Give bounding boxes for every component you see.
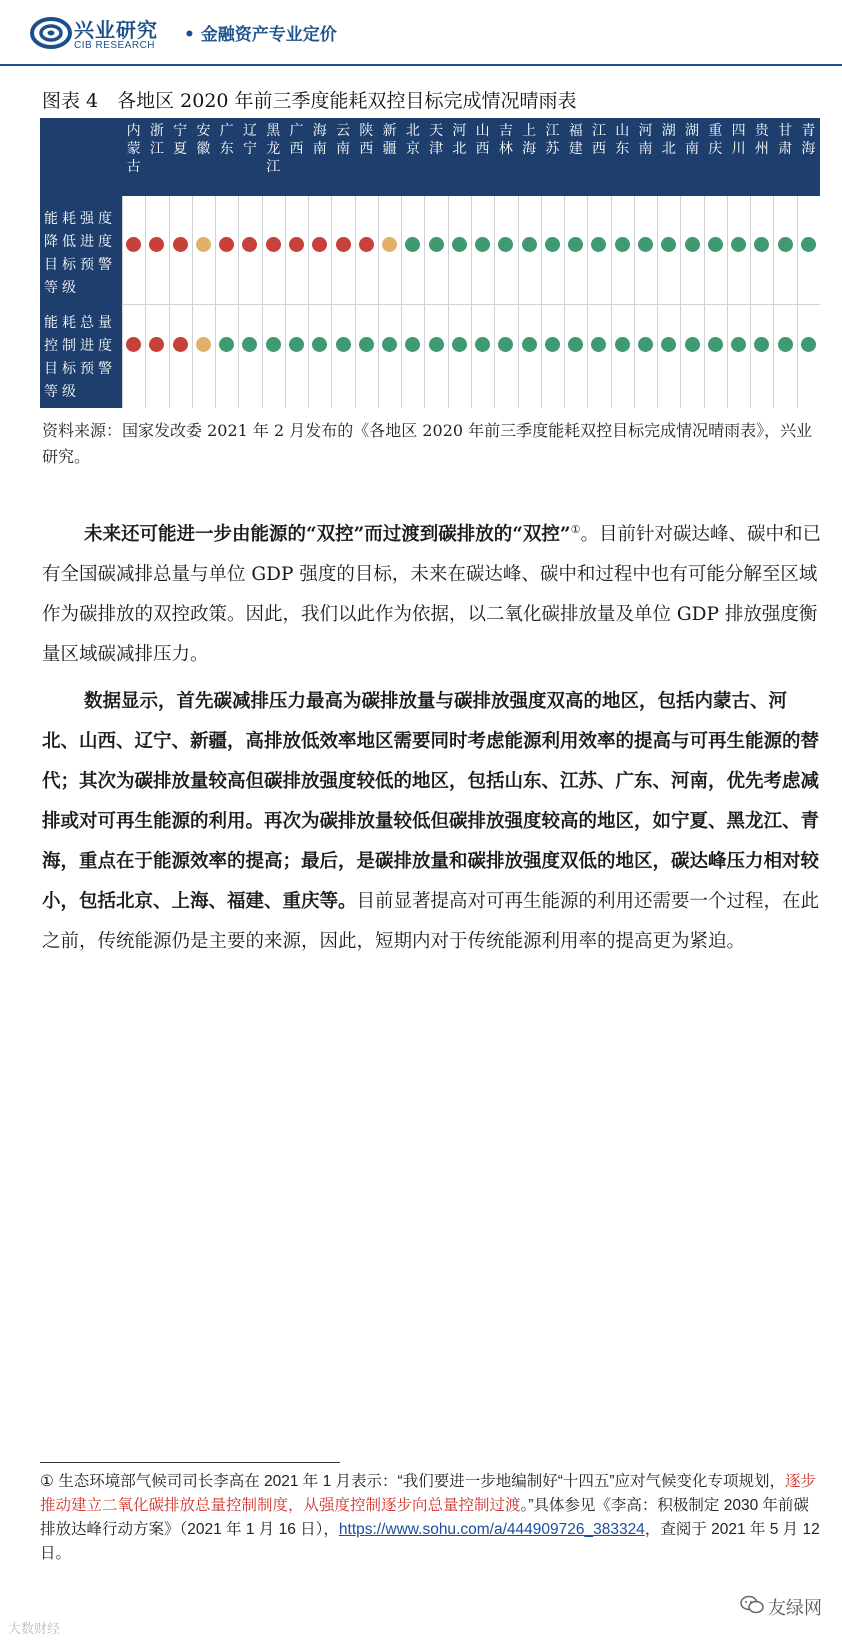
status-dot-green [405,337,420,352]
region-header: 辽宁 [242,123,257,157]
footnote-ref: ① [570,523,581,536]
status-dot-red [242,237,257,252]
column-divider [448,196,449,408]
status-dot-green [568,337,583,352]
status-dot-green [685,237,700,252]
footnote-text-c: ，查阅于 2021 年 5 月 12 日。 [40,1521,820,1562]
status-dot-green [498,237,513,252]
logo-english-name: CIB RESEARCH [74,40,156,51]
column-divider [192,196,193,408]
status-dot-green [638,237,653,252]
status-dot-green [661,237,676,252]
footnote-mark: ① [40,1473,54,1490]
column-divider [308,196,309,408]
status-table [40,118,820,408]
region-header: 内蒙古 [126,123,141,175]
region-header: 陕西 [359,123,374,157]
footnote-highlight: 逐步推动建立二氧化碳排放总量控制制度，从强度控制逐步向总量控制过渡 [40,1473,817,1514]
logo-chinese-name: 兴业研究 [74,18,158,42]
status-dot-red [359,237,374,252]
status-dot-green [801,337,816,352]
status-dot-green [708,237,723,252]
region-header: 青海 [801,123,816,157]
status-dot-green [801,237,816,252]
column-divider [238,196,239,408]
column-divider [215,196,216,408]
footnote-divider [40,1462,340,1463]
region-header: 天津 [429,123,444,157]
watermark [768,1594,822,1620]
region-header: 江西 [591,123,606,157]
status-dot-green [429,337,444,352]
region-header: 黑龙江 [266,123,281,175]
status-dot-green [359,337,374,352]
column-divider [587,196,588,408]
column-divider [611,196,612,408]
region-header: 山东 [615,123,630,157]
status-dot-red [173,237,188,252]
region-header: 广东 [219,123,234,157]
status-dot-yellow [196,237,211,252]
column-divider [750,196,751,408]
footnote-text-a: 生态环境部气候司司长李高在 2021 年 1 月表示：“我们要进一步地编制好“十四五”应对气候变化专项规划， [53,1473,786,1490]
status-dot-green [638,337,653,352]
region-header: 海南 [312,123,327,157]
row-label-intensity: 能耗强度降低进度目标预警等级 [44,211,116,296]
status-dot-green [615,237,630,252]
column-divider [704,196,705,408]
figure-source: 资料来源：国家发改委 2021 年 2 月发布的《各地区 2020 年前三季度能耗双控目标完成情况晴雨表》，兴业研究。 [42,421,813,466]
region-header: 宁夏 [173,123,188,157]
status-dot-green [498,337,513,352]
page-header [0,0,842,66]
region-header: 云南 [336,123,351,157]
status-dot-red [336,237,351,252]
column-divider [564,196,565,408]
paragraph-1 [42,510,822,675]
column-divider [285,196,286,408]
column-divider [773,196,774,408]
status-dot-green [475,237,490,252]
status-dot-green [568,237,583,252]
status-dot-green [475,337,490,352]
region-header: 广西 [289,123,304,157]
status-dot-green [591,337,606,352]
status-dot-red [126,237,141,252]
status-dot-red [219,237,234,252]
cib-logo [30,12,180,56]
column-divider [518,196,519,408]
status-dot-green [452,237,467,252]
region-header: 浙江 [149,123,164,157]
region-header: 上海 [522,123,537,157]
header-divider [0,64,842,66]
status-dot-red [289,237,304,252]
region-header: 北京 [405,123,420,157]
status-dot-green [708,337,723,352]
paragraph-1-lead: 未来还可能进一步由能源的“双控”而过渡到碳排放的“双控” [84,524,571,546]
region-header: 湖北 [661,123,676,157]
status-dot-green [522,237,537,252]
status-dot-green [405,237,420,252]
status-dot-green [522,337,537,352]
region-header: 江苏 [545,123,560,157]
status-dot-yellow [382,237,397,252]
region-header: 吉林 [498,123,513,157]
status-dot-green [778,337,793,352]
paragraph-2 [42,682,822,962]
region-header: 甘肃 [778,123,793,157]
corner-watermark: 大数财经 [8,1622,61,1637]
status-dot-green [731,337,746,352]
footnote-link[interactable]: https://www.sohu.com/a/444909726_383324 [338,1521,645,1538]
footnote-text-b: 。”具体参见《李高：积极制定 2030 年前碳排放达峰行动方案》（2021 年 1 月 16 日）， [40,1497,810,1538]
column-divider [634,196,635,408]
column-divider [424,196,425,408]
column-divider [145,196,146,408]
region-header: 贵州 [754,123,769,157]
status-dot-green [731,237,746,252]
status-dot-green [591,237,606,252]
status-dot-green [382,337,397,352]
wechat-icon [740,1595,764,1615]
status-dot-red [149,237,164,252]
status-dot-green [685,337,700,352]
status-dot-red [149,337,164,352]
column-divider [797,196,798,408]
column-divider [355,196,356,408]
status-dot-green [289,337,304,352]
column-divider [262,196,263,408]
column-divider [541,196,542,408]
region-header: 山西 [475,123,490,157]
region-header: 福建 [568,123,583,157]
cib-logo-icon [30,16,72,50]
footnote [40,1470,820,1566]
column-divider [331,196,332,408]
status-dot-green [545,237,560,252]
status-dot-red [173,337,188,352]
status-dot-green [661,337,676,352]
status-dot-green [545,337,560,352]
status-dot-red [126,337,141,352]
region-header: 河北 [452,123,467,157]
region-header: 湖南 [685,123,700,157]
status-dot-green [754,237,769,252]
column-divider [378,196,379,408]
row-label-total: 能耗总量控制进度目标预警等级 [44,315,116,400]
column-divider [169,196,170,408]
paragraph-1-body: 。目前针对碳达峰、碳中和已有全国碳减排总量与单位 GDP 强度的目标，未来在碳达峰、碳中和过程中也有可能分解至区域作为碳排放的双控政策。因此，我们以此作为依据，以二氧化碳排放量及单位 GDP 排放强度衡量区域碳减排压力。 [42,524,821,666]
figure-title: 图表 4 各地区 2020 年前三季度能耗双控目标完成情况晴雨表 [42,90,577,112]
status-dot-green [336,337,351,352]
watermark-text: 友绿网 [768,1598,822,1619]
column-divider [122,196,123,408]
column-divider [727,196,728,408]
column-divider [494,196,495,408]
status-dot-green [266,337,281,352]
column-divider [401,196,402,408]
status-dot-green [242,337,257,352]
status-dot-red [312,237,327,252]
region-header: 河南 [638,123,653,157]
region-header: 安徽 [196,123,211,157]
status-dot-red [266,237,281,252]
status-dot-green [429,237,444,252]
region-header: 新疆 [382,123,397,157]
paragraph-2-body: 目前显著提高对可再生能源的利用还需要一个过程，在此之前，传统能源仍是主要的来源，因此，短期内对于传统能源利用率的提高更为紧迫。 [42,891,820,952]
column-divider [680,196,681,408]
region-header: 重庆 [708,123,723,157]
status-dot-green [615,337,630,352]
header-tagline: • 金融资产专业定价 [184,25,337,45]
column-divider [657,196,658,408]
status-dot-green [312,337,327,352]
paragraph-2-lead: 数据显示，首先碳减排压力最高为碳排放量与碳排放强度双高的地区，包括内蒙古、河北、山西、辽宁、新疆，高排放低效率地区需要同时考虑能源利用效率的提高与可再生能源的替代；其次为碳排放量较高但碳排放强度较低的地区，包括山东、江苏、广东、河南，优先考虑减排或对可再生能源的利用。再次为碳排放量较低但碳排放强度较高的地区，如宁夏、黑龙江、青海，重点在于能源效率的提高；最后，是碳排放量和碳排放强度双低的地区，碳达峰压力相对较小，包括北京、上海、福建、重庆等。 [42,691,820,912]
status-dot-green [452,337,467,352]
status-dot-yellow [196,337,211,352]
status-dot-green [219,337,234,352]
status-dot-green [754,337,769,352]
region-header: 四川 [731,123,746,157]
column-divider [471,196,472,408]
status-dot-green [778,237,793,252]
